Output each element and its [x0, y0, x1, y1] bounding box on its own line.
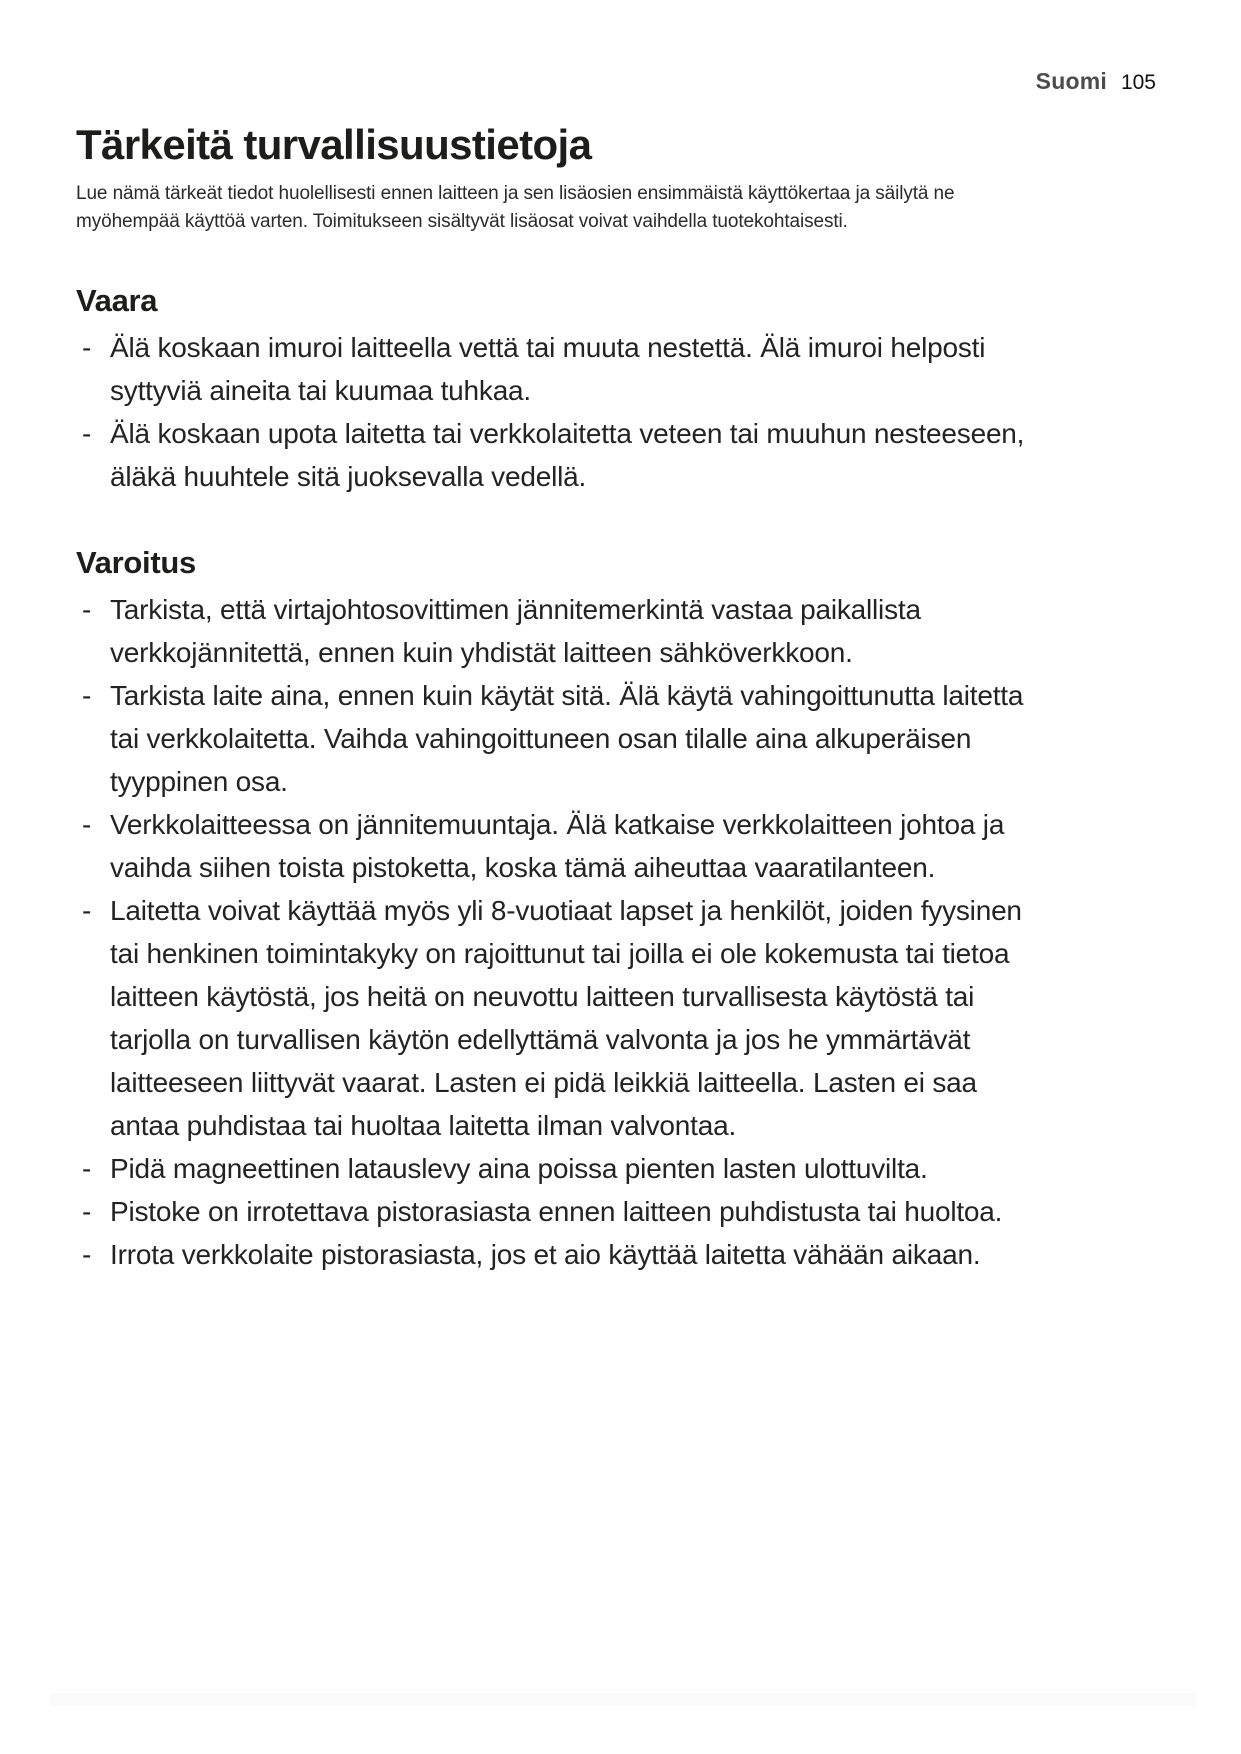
section-varoitus: [76, 544, 1156, 1276]
bullet-dash: -: [82, 332, 92, 363]
list-item-text: Tarkista laite aina, ennen kuin käytät sitä. Älä käytä vahingoittunutta laitetta tai verkkolaitetta. Vaihda vahingoittuneen osan tilalle aina alkuperäisen tyyppinen osa.: [110, 680, 1024, 797]
bullet-dash: -: [82, 895, 92, 926]
scan-artifact-band: [50, 1693, 1196, 1706]
section-heading-vaara: Vaara: [76, 283, 158, 318]
page-number: 105: [1120, 71, 1156, 94]
list-item: [76, 674, 1032, 803]
bullet-dash: -: [82, 1239, 92, 1270]
page-header: [76, 68, 1156, 100]
list-item-text: Älä koskaan imuroi laitteella vettä tai muuta nestettä. Älä imuroi helposti syttyviä aineita tai kuumaa tuhkaa.: [110, 332, 986, 406]
bullet-dash: -: [82, 680, 92, 711]
list-item-text: Irrota verkkolaite pistorasiasta, jos et aio käyttää laitetta vähään aikaan.: [110, 1239, 981, 1270]
section-heading-varoitus: Varoitus: [76, 545, 196, 580]
list-item: [76, 1233, 1032, 1276]
bullet-dash: -: [82, 1153, 92, 1184]
bullet-dash: -: [82, 418, 92, 449]
varoitus-bullet-list: [76, 588, 1032, 1276]
bullet-dash: -: [82, 1196, 92, 1227]
bullet-dash: -: [82, 594, 92, 625]
list-item-text: Verkkolaitteessa on jännitemuuntaja. Älä katkaise verkkolaitteen johtoa ja vaihda siihen toista pistoketta, koska tämä aiheuttaa vaaratilanteen.: [110, 809, 1005, 883]
list-item-text: Älä koskaan upota laitetta tai verkkolaitetta veteen tai muuhun nesteeseen, äläkä huuhtele sitä juoksevalla vedellä.: [110, 418, 1025, 492]
list-item-text: Tarkista, että virtajohtosovittimen jännitemerkintä vastaa paikallista verkkojännitettä, ennen kuin yhdistät laitteen sähköverkkoon.: [110, 594, 921, 668]
list-item-text: Pidä magneettinen latauslevy aina poissa pienten lasten ulottuvilta.: [110, 1153, 928, 1184]
bullet-dash: -: [82, 809, 92, 840]
intro-paragraph: Lue nämä tärkeät tiedot huolellisesti ennen laitteen ja sen lisäosien ensimmäistä käyttökertaa ja säilytä ne myöhempää käyttöä varten. Toimitukseen sisältyvät lisäosat voivat vaihdella tuotekohtaisesti.: [76, 183, 955, 232]
list-item: [76, 889, 1032, 1147]
list-item-text: Pistoke on irrotettava pistorasiasta ennen laitteen puhdistusta tai huoltoa.: [110, 1196, 1003, 1227]
list-item: [76, 803, 1032, 889]
vaara-bullet-list: [76, 326, 1032, 498]
list-item: [76, 326, 1032, 412]
page-title: Tärkeitä turvallisuustietoja: [76, 121, 592, 168]
section-vaara: [76, 282, 1156, 498]
language-label: Suomi: [1035, 68, 1107, 94]
list-item-text: Laitetta voivat käyttää myös yli 8-vuotiaat lapset ja henkilöt, joiden fyysinen tai henkinen toimintakyky on rajoittunut tai joilla ei ole kokemusta tai tietoa laitteen käytöstä, jos heitä on neuvottu laitteen turvallisesta käytöstä tai tarjolla on turvallisen käytön edellyttämä valvonta ja jos he ymmärtävät laitteeseen liittyvät vaarat. Lasten ei pidä leikkiä laitteella. Lasten ei saa antaa puhdistaa tai huoltaa laitetta ilman valvontaa.: [110, 895, 1022, 1141]
list-item: [76, 1147, 1032, 1190]
list-item: [76, 588, 1032, 674]
list-item: [76, 412, 1032, 498]
list-item: [76, 1190, 1032, 1233]
